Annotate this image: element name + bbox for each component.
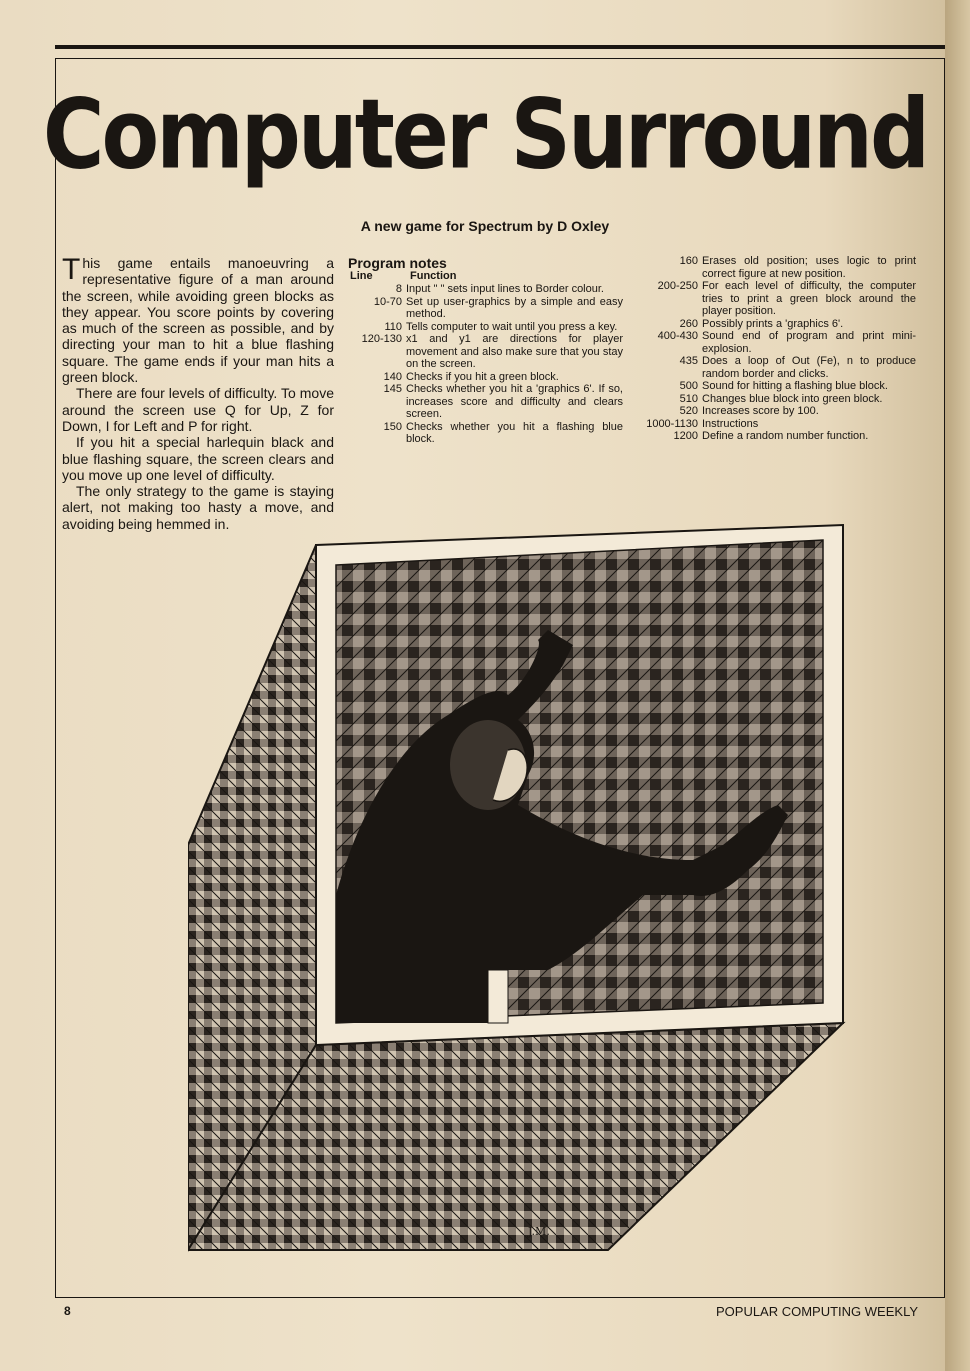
program-note-line: 8 <box>395 283 402 295</box>
program-note-row <box>348 421 623 446</box>
program-notes-heading: Program notes <box>348 255 447 271</box>
intro-paragraph-3: If you hit a special harlequin black and blue flashing square, the screen clears and you move up one level of difficulty. <box>62 434 334 483</box>
program-note-function: Does a loop of Out (Fe), n to produce random border and clicks. <box>702 355 916 380</box>
program-note-line: 120-130 <box>361 333 402 345</box>
program-note-function: Checks whether you hit a flashing blue block. <box>406 420 623 445</box>
program-note-line: 110 <box>384 320 402 333</box>
program-note-row <box>640 380 916 393</box>
program-note-function: Changes blue block into green block. <box>702 392 883 405</box>
program-note-function: Sound end of program and print mini-explosion. <box>702 330 916 355</box>
program-note-row <box>640 280 916 318</box>
program-note-line: 510 <box>679 392 698 405</box>
program-note-line: 400-430 <box>657 330 698 342</box>
program-note-function: Increases score by 100. <box>702 405 819 417</box>
program-note-row <box>348 296 623 321</box>
program-notes-column-2 <box>640 255 916 443</box>
program-note-row <box>348 321 623 334</box>
article-byline: A new game for Spectrum by D Oxley <box>360 218 610 234</box>
program-note-function: Sound for hitting a flashing blue block. <box>702 380 888 392</box>
program-note-line: 500 <box>679 380 698 392</box>
article-title: Computer Surround <box>42 78 928 191</box>
program-note-row <box>348 333 623 371</box>
cube-illustration <box>188 515 848 1260</box>
program-note-function: Input " " sets input lines to Border colour. <box>406 283 604 295</box>
program-note-line: 10-70 <box>373 295 402 308</box>
program-note-row <box>348 383 623 421</box>
program-note-row <box>640 330 916 355</box>
program-note-line: 200-250 <box>657 280 698 292</box>
program-note-row <box>640 355 916 380</box>
intro-text <box>62 255 334 532</box>
program-note-function: Erases old position; uses logic to print correct figure at new position. <box>702 255 916 280</box>
top-rule <box>55 45 945 49</box>
program-note-row <box>640 418 916 431</box>
drop-cap: T <box>62 253 81 286</box>
program-note-function: Instructions <box>702 417 759 430</box>
program-note-function: Tells computer to wait until you press a key. <box>406 320 618 333</box>
magazine-name: POPULAR COMPUTING WEEKLY <box>715 1304 918 1319</box>
program-note-line: 435 <box>679 355 698 367</box>
program-note-line: 260 <box>679 317 698 330</box>
program-note-line: 160 <box>679 255 698 267</box>
program-note-function: For each level of difficulty, the computer tries to print a green block around the player position. <box>702 280 916 317</box>
intro-paragraph-2: There are four levels of difficulty. To move around the screen use Q for Up, Z for Down, I for Left and P for right. <box>62 385 334 434</box>
page-number: 8 <box>64 1304 71 1318</box>
program-note-row <box>640 255 916 280</box>
man-shirt <box>488 970 508 1023</box>
program-note-function: Set up user-graphics by a simple and easy method. <box>406 295 623 320</box>
program-note-row <box>348 283 623 296</box>
program-note-line: 150 <box>383 420 402 433</box>
intro-paragraph-1: his game entails manoeuvring a representative figure of a man around the screen, while avoiding green blocks as they appear. You score points by covering as much of the screen as possible, and by directing your man to hit a blue flashing square. The game ends if your man hits a green block. <box>62 255 334 386</box>
intro-paragraph-4: The only strategy to the game is staying alert, not making too hasty a move, and avoiding being hemmed in. <box>62 483 334 532</box>
function-column-header: Function <box>410 270 457 282</box>
page-edge-shadow <box>945 0 970 1371</box>
artist-signature: J.M. <box>528 1225 550 1238</box>
program-note-row <box>640 393 916 406</box>
program-note-function: Define a random number function. <box>702 430 869 442</box>
program-note-row <box>640 318 916 331</box>
program-notes-column-1 <box>348 283 623 446</box>
program-note-line: 1000-1130 <box>646 417 698 430</box>
program-note-row <box>348 371 623 384</box>
intro-paragraph <box>62 255 334 385</box>
program-note-function: Possibly prints a 'graphics 6'. <box>702 317 844 330</box>
program-note-line: 145 <box>383 383 402 395</box>
program-note-function: Checks if you hit a green block. <box>406 370 559 383</box>
program-note-line: 140 <box>383 370 402 383</box>
program-note-function: Checks whether you hit a 'graphics 6'. If so, increases score and difficulty and clears screen. <box>406 383 623 420</box>
program-note-line: 520 <box>679 405 698 417</box>
line-column-header: Line <box>350 270 373 282</box>
program-note-row <box>640 405 916 418</box>
program-note-line: 1200 <box>673 430 698 442</box>
program-note-row <box>640 430 916 443</box>
program-note-function: x1 and y1 are directions for player movement and also make sure that you stay on the screen. <box>406 333 623 370</box>
